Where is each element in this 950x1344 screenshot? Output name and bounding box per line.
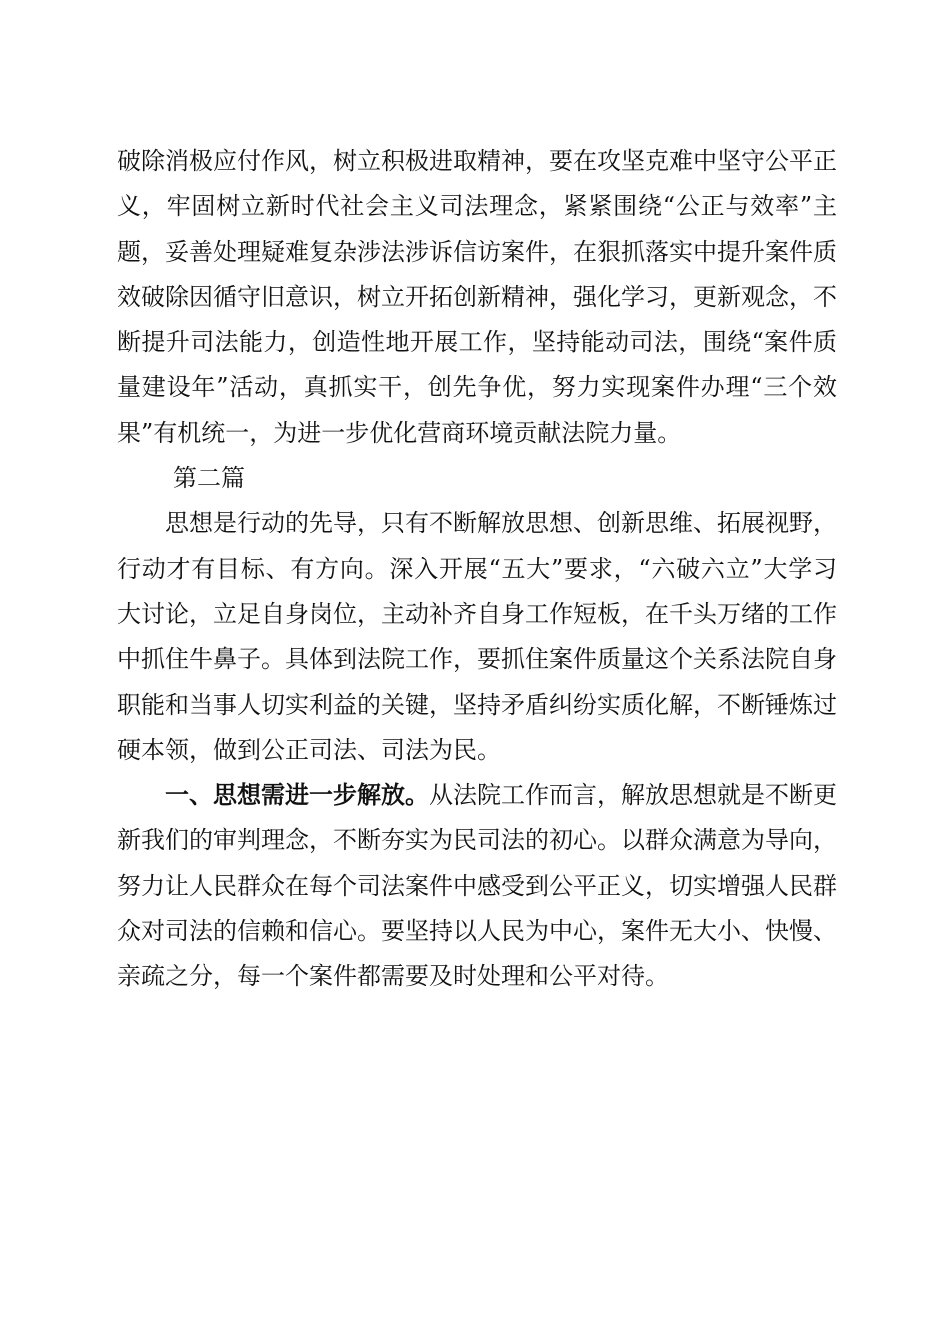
- document-body: [117, 139, 837, 1000]
- paragraph-continuation: 破除消极应付作风，树立积极进取精神，要在攻坚克难中坚守公平正义，牢固树立新时代社会主义司法理念，紧紧围绕“公正与效率”主题，妥善处理疑难复杂涉法涉诉信访案件，在狠抓落实中提升案件质效破除因循守旧意识，树立开拓创新精神，强化学习，更新观念，不断提升司法能力，创造性地开展工作，坚持能动司法，围绕“案件质量建设年”活动，真抓实干，创先争优，努力实现案件办理“三个效果”有机统一，为进一步优化营商环境贡献法院力量。: [117, 147, 837, 447]
- section-title: 第二篇: [173, 464, 245, 493]
- paragraph-intro: 思想是行动的先导，只有不断解放思想、创新思维、拓展视野，行动才有目标、有方向。深入开展“五大”要求，“六破六立”大学习大讨论，立足自身岗位，主动补齐自身工作短板，在千头万绪的工作中抓住牛鼻子。具体到法院工作，要抓住案件质量这个关系法院自身职能和当事人切实利益的关键，坚持矛盾纠纷实质化解，不断锤炼过硬本领，做到公正司法、司法为民。: [117, 509, 837, 764]
- point-one-heading: 一、思想需进一步解放。: [165, 781, 429, 810]
- paragraph-point-one: [117, 773, 837, 999]
- point-one-body: 从法院工作而言，解放思想就是不断更新我们的审判理念，不断夯实为民司法的初心。以群众满意为导向，努力让人民群众在每个司法案件中感受到公平正义，切实增强人民群众对司法的信赖和信心。要坚持以人民为中心，案件无大小、快慢、亲疏之分，每一个案件都需要及时处理和公平对待。: [117, 781, 837, 991]
